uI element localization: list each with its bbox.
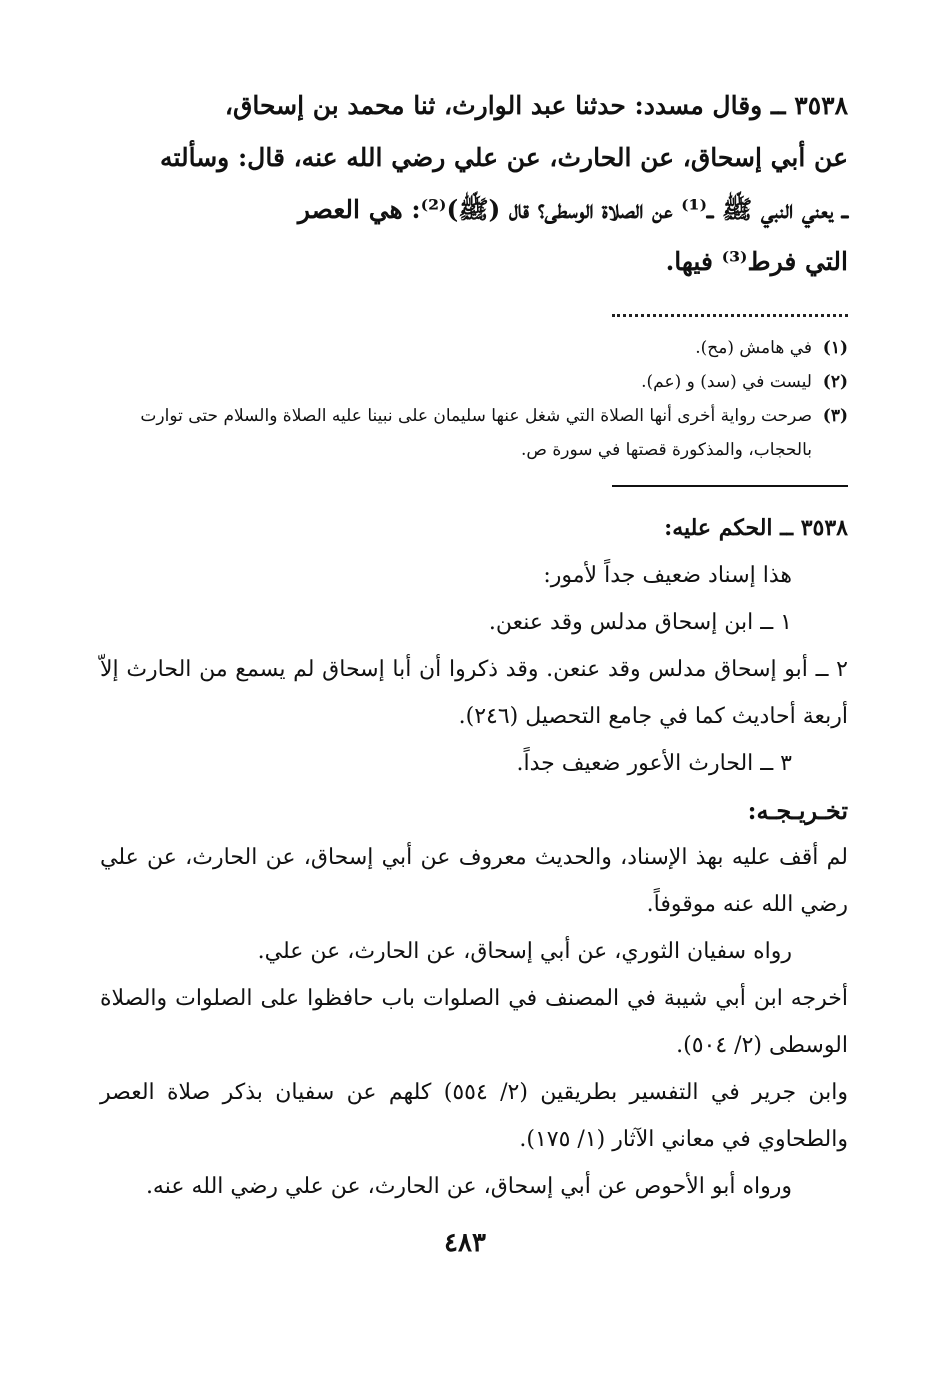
takhrij-paragraph-4: وابن جرير في التفسير بطريقين (٢/ ٥٥٤) كلهم عن سفيان بذكر صلاة العصر والطحاوي في معاني الآثار (١/ ١٧٥). (100, 1080, 848, 1152)
footnote-number: (٢) (822, 372, 848, 392)
takhrij-paragraph-1: لم أقف عليه بهذ الإسناد، والحديث معروف عن أبي إسحاق، عن الحارث، عن علي رضي الله عنه موقوفاً. (100, 845, 848, 917)
page-number: ٤٨٣ (444, 1228, 486, 1258)
ruling-point-2: ٢ ــ أبو إسحاق مدلس وقد عنعن. وقد ذكروا أن أبا إسحاق لم يسمع من الحارث إلاّ أربعة أحاديث كما في جامع التحصيل (٢٤٦). (100, 657, 848, 729)
takhrij-paragraph-5: ورواه أبو الأحوص عن أبي إسحاق، عن الحارث، عن علي رضي الله عنه. (145, 1174, 792, 1199)
footnote-number: (٣) (822, 406, 848, 426)
hadith-line-4: التي فرط⁽³⁾ فيها. (665, 247, 848, 276)
footnotes (100, 331, 848, 467)
ruling-heading: ٣٥٣٨ ــ الحكم عليه: (664, 515, 848, 541)
footnote-2 (100, 365, 848, 399)
hadith-text (100, 80, 848, 288)
footnote-text: ليست في (سد) و (عم). (641, 372, 812, 392)
footnote-1 (100, 331, 848, 365)
section-divider (612, 485, 848, 487)
footnote-number: (١) (822, 338, 848, 358)
ruling-point-3: ٣ ــ الحارث الأعور ضعيف جداً. (516, 751, 792, 776)
takhrij-paragraph-2: رواه سفيان الثوري، عن أبي إسحاق، عن الحارث، عن علي. (257, 939, 792, 964)
ruling-intro: هذا إسناد ضعيف جداً لأمور: (543, 563, 792, 588)
takhrij-paragraph-3: أخرجه ابن أبي شيبة في المصنف في الصلوات باب حافظوا على الصلوات والصلاة الوسطى (٢/ ٥٠٤). (100, 986, 848, 1058)
footnote-text: في هامش (مح). (695, 338, 812, 358)
hadith-line-2: عن أبي إسحاق، عن الحارث، عن علي رضي الله عنه، قال: وسألته (160, 143, 848, 172)
takhrij-heading: تخـريـجـه: (747, 796, 848, 825)
hadith-line-3: ــ يعني النبي ﷺ ــ⁽¹⁾ عن الصلاة الوسطى؟ قال (ﷺ)⁽²⁾: هي العصر (297, 195, 848, 224)
book-page (100, 80, 848, 1340)
hadith-line-1: ٣٥٣٨ ــ وقال مسدد: حدثنا عبد الوارث، ثنا محمد بن إسحاق، (224, 91, 848, 120)
footnote-text: صرحت رواية أخرى أنها الصلاة التي شغل عنها سليمان على نبينا عليه الصلاة والسلام حتى توارت بالحجاب، والمذكورة قصتها في سورة ص. (140, 406, 812, 460)
ruling-point-1: ١ ــ ابن إسحاق مدلس وقد عنعن. (488, 610, 792, 635)
ruling-section (100, 505, 848, 1210)
footnote-separator-dots (612, 312, 848, 317)
footnote-3 (100, 399, 848, 467)
